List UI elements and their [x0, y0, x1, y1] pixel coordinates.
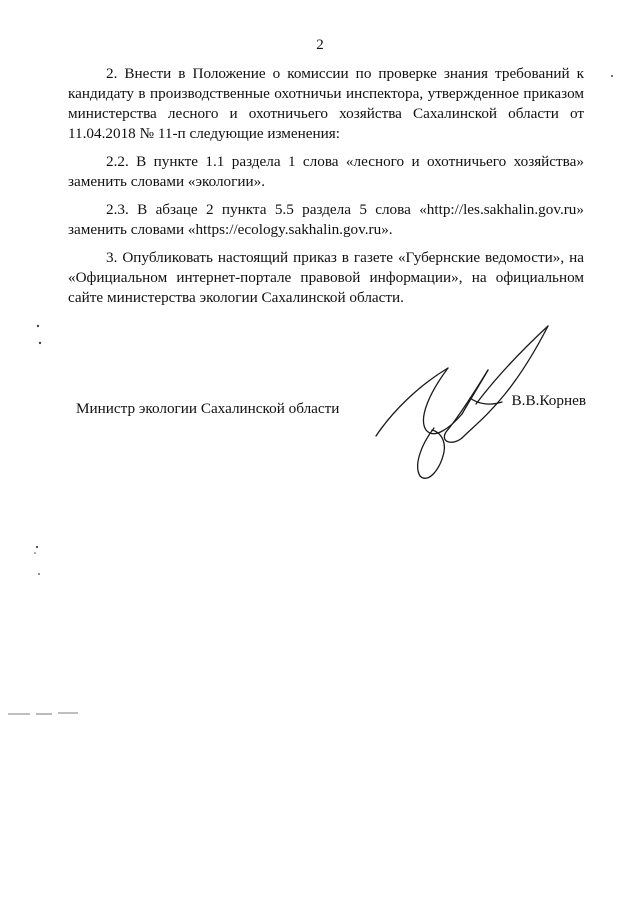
signatory-position: Министр экологии Сахалинской области: [76, 400, 340, 417]
paragraph-item-2-2: 2.2. В пункте 1.1 раздела 1 слова «лесного и охотничьего хозяйства» заменить словами «экологии».: [68, 153, 584, 190]
signatory-name: В.В.Корнев: [511, 392, 586, 409]
paragraph-item-2-3: 2.3. В абзаце 2 пункта 5.5 раздела 5 слова «http://les.sakhalin.gov.ru» заменить словами «https://ecology.sakhalin.gov.ru».: [68, 201, 584, 238]
page-number: 2: [316, 37, 324, 53]
document-body: [68, 64, 584, 316]
signature-block: [76, 392, 586, 424]
paragraph-item-3-publish: 3. Опубликовать настоящий приказ в газете «Губернские ведомости», на «Официальном интернет-портале правовой информации», на официальном сайте министерства экологии Сахалинской области.: [68, 249, 584, 306]
paragraph-amendments-intro: 2. Внести в Положение о комиссии по проверке знания требований к кандидату в производственные охотничьи инспектора, утвержденное приказом министерства лесного и охотничьего хозяйства Сахалинской области от 11.04.2018 № 11-п следующие изменения:: [68, 65, 584, 142]
